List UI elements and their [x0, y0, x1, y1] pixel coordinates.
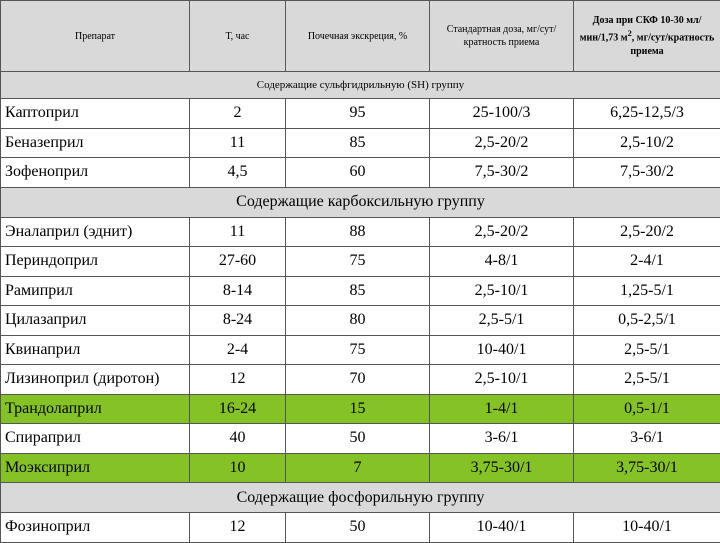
renal-cell: 80: [286, 306, 430, 336]
half-life-cell: 27-60: [190, 247, 286, 277]
drug-name: Рамиприл: [1, 276, 190, 306]
drug-name: Фозиноприл: [1, 513, 190, 543]
half-life-cell: 11: [190, 128, 286, 158]
standard-dose-cell: 25-100/3: [430, 99, 574, 129]
half-life-cell: 12: [190, 513, 286, 543]
table-row: [1, 128, 720, 158]
gfr-dose-cell: 2,5-20/2: [574, 217, 720, 247]
half-life-cell: 16-24: [190, 394, 286, 424]
table-row: [1, 247, 720, 277]
renal-cell: 85: [286, 128, 430, 158]
table-row: [1, 217, 720, 247]
table-row: [1, 424, 720, 454]
gfr-dose-cell: 6,25-12,5/3: [574, 99, 720, 129]
gfr-dose-cell: 3,75-30/1: [574, 453, 720, 483]
gfr-dose-cell: 3-6/1: [574, 424, 720, 454]
group-row-carboxyl: [1, 187, 720, 217]
half-life-cell: 2-4: [190, 335, 286, 365]
half-life-cell: 8-14: [190, 276, 286, 306]
gfr-dose-cell: 2-4/1: [574, 247, 720, 277]
table-row: [1, 276, 720, 306]
group-row-phosphoryl: [1, 483, 720, 513]
standard-dose-cell: 10-40/1: [430, 335, 574, 365]
drug-name: Эналаприл (эднит): [1, 217, 190, 247]
renal-cell: 85: [286, 276, 430, 306]
drug-name: Квинаприл: [1, 335, 190, 365]
standard-dose-cell: 2,5-20/2: [430, 128, 574, 158]
renal-cell: 7: [286, 453, 430, 483]
standard-dose-cell: 3-6/1: [430, 424, 574, 454]
group-row-sh: [1, 72, 720, 99]
renal-cell: 75: [286, 247, 430, 277]
renal-cell: 75: [286, 335, 430, 365]
drug-name: Каптоприл: [1, 99, 190, 129]
standard-dose-cell: 2,5-10/1: [430, 276, 574, 306]
renal-cell: 60: [286, 158, 430, 188]
drug-name: Зофеноприл: [1, 158, 190, 188]
drug-name: Моэксиприл: [1, 453, 190, 483]
half-life-cell: 10: [190, 453, 286, 483]
group-label: Содержащие сульфгидрильную (SH) группу: [1, 72, 720, 99]
table-row: [1, 306, 720, 336]
gfr-dose-cell: 7,5-30/2: [574, 158, 720, 188]
header-renal-excretion: Почечная экскреция, %: [286, 1, 430, 72]
renal-cell: 95: [286, 99, 430, 129]
standard-dose-cell: 10-40/1: [430, 513, 574, 543]
standard-dose-cell: 7,5-30/2: [430, 158, 574, 188]
table-row: [1, 453, 720, 483]
drug-name: Спираприл: [1, 424, 190, 454]
renal-cell: 88: [286, 217, 430, 247]
renal-cell: 15: [286, 394, 430, 424]
standard-dose-cell: 2,5-20/2: [430, 217, 574, 247]
standard-dose-cell: 3,75-30/1: [430, 453, 574, 483]
table-row: [1, 335, 720, 365]
table-row: [1, 158, 720, 188]
header-half-life: Т, час: [190, 1, 286, 72]
half-life-cell: 11: [190, 217, 286, 247]
header-row: [1, 1, 720, 72]
half-life-cell: 4,5: [190, 158, 286, 188]
renal-cell: 70: [286, 365, 430, 395]
standard-dose-cell: 4-8/1: [430, 247, 574, 277]
drug-name: Лизиноприл (диротон): [1, 365, 190, 395]
drug-name: Цилазаприл: [1, 306, 190, 336]
drug-name: Беназеприл: [1, 128, 190, 158]
half-life-cell: 12: [190, 365, 286, 395]
renal-cell: 50: [286, 513, 430, 543]
group-label: Содержащие карбоксильную группу: [1, 187, 720, 217]
gfr-dose-cell: 1,25-5/1: [574, 276, 720, 306]
gfr-dose-cell: 2,5-10/2: [574, 128, 720, 158]
header-standard-dose: Стандартная доза, мг/сут/кратность приема: [430, 1, 574, 72]
header-gfr-dose: Доза при СКФ 10-30 мл/мин/1,73 $м^2$, мг/сут/кратность приема: [574, 1, 720, 72]
gfr-dose-cell: 2,5-5/1: [574, 335, 720, 365]
gfr-dose-cell: 0,5-2,5/1: [574, 306, 720, 336]
table-row: [1, 99, 720, 129]
header-drug: Препарат: [1, 1, 190, 72]
half-life-cell: 40: [190, 424, 286, 454]
gfr-dose-cell: 10-40/1: [574, 513, 720, 543]
table-row: [1, 394, 720, 424]
drug-name: Трандолаприл: [1, 394, 190, 424]
half-life-cell: 8-24: [190, 306, 286, 336]
standard-dose-cell: 2,5-5/1: [430, 306, 574, 336]
standard-dose-cell: 1-4/1: [430, 394, 574, 424]
renal-cell: 50: [286, 424, 430, 454]
table-row: [1, 513, 720, 543]
half-life-cell: 2: [190, 99, 286, 129]
table-row: [1, 365, 720, 395]
standard-dose-cell: 2,5-10/1: [430, 365, 574, 395]
drug-name: Периндоприл: [1, 247, 190, 277]
gfr-dose-cell: 2,5-5/1: [574, 365, 720, 395]
gfr-dose-cell: 0,5-1/1: [574, 394, 720, 424]
group-label: Содержащие фосфорильную группу: [1, 483, 720, 513]
